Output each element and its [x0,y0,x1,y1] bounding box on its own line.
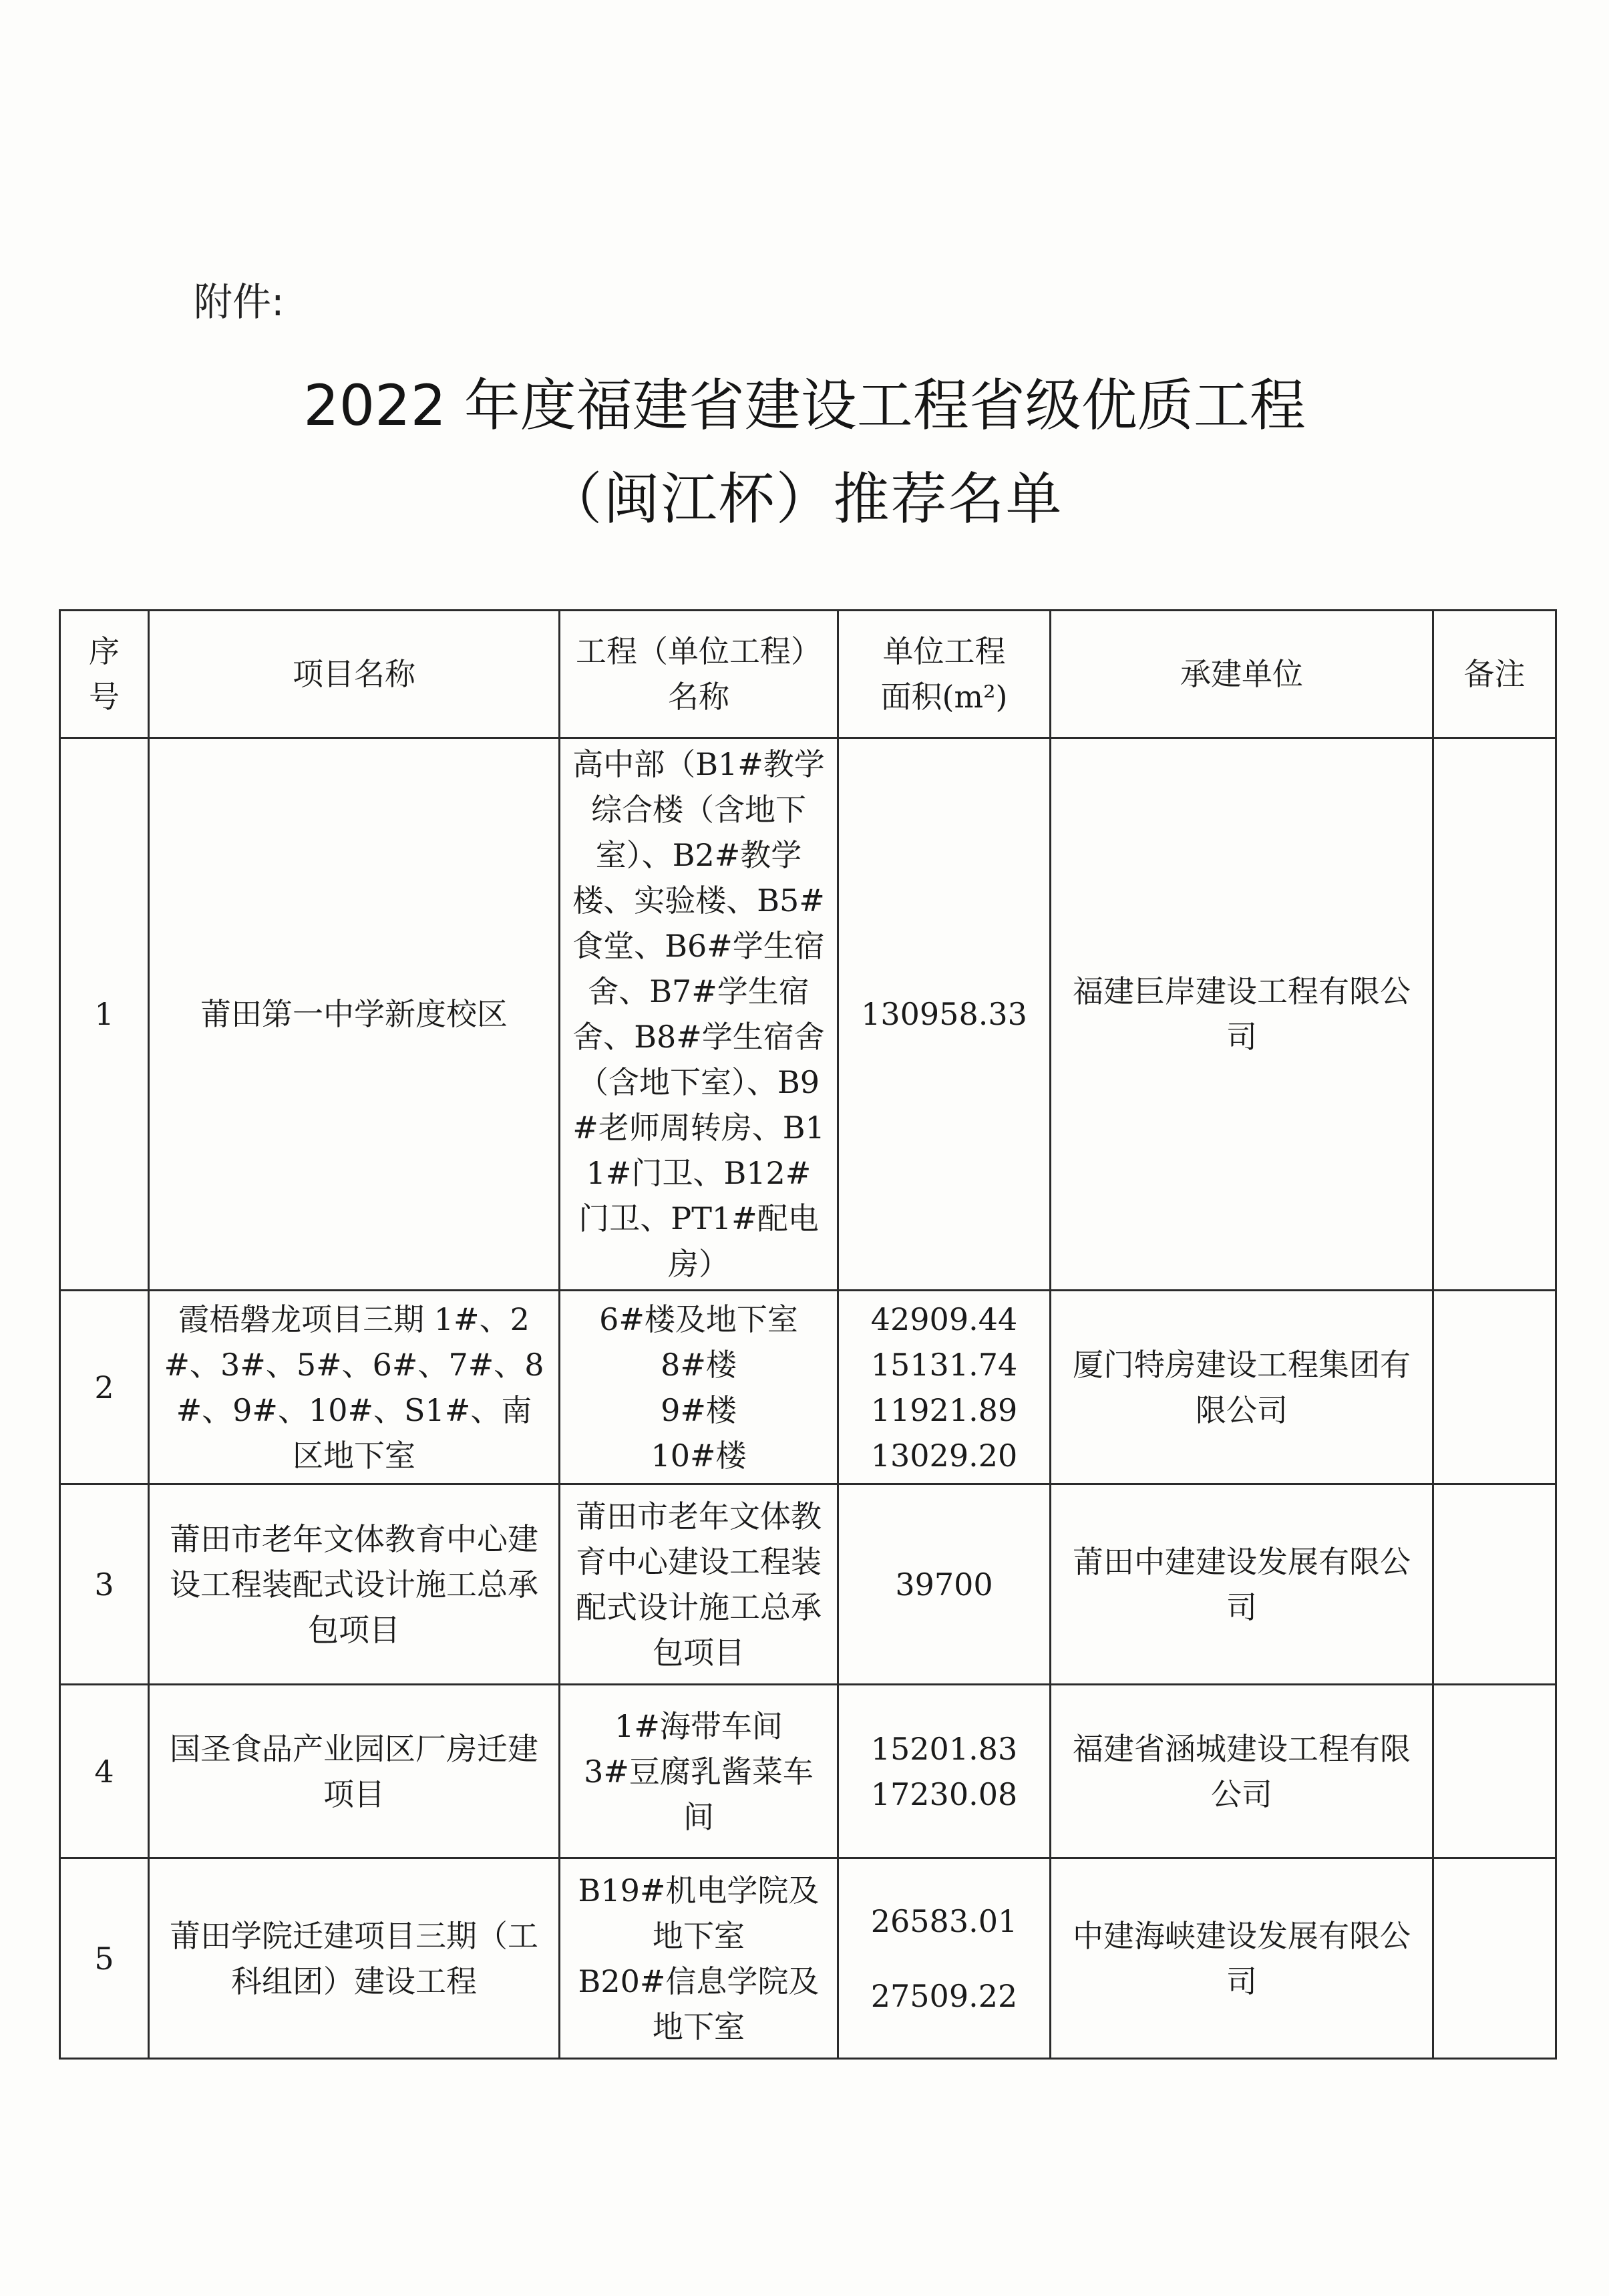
header-subproject [560,611,838,738]
cell-note [1433,1858,1556,2059]
area-line: 11921.89 [870,1391,1018,1428]
header-subproject-line: 工程（单位工程） [576,633,822,669]
cell-seq: 1 [60,738,149,1291]
area-line: 26583.01 [870,1903,1018,1939]
cell-project: 莆田市老年文体教育中心建设工程装配式设计施工总承包项目 [149,1484,560,1685]
table-row [60,1484,1556,1685]
header-area-line: 面积(m²) [880,679,1008,715]
header-note: 备注 [1433,611,1556,738]
area-line: 15201.83 [870,1730,1018,1767]
subproject-line: 9#楼 [661,1391,737,1428]
subproject-line: B20#信息学院及地下室 [578,1963,820,2045]
cell-subproject [560,1858,838,2059]
header-area-line: 单位工程 [882,633,1006,669]
area-line: 13029.20 [870,1437,1018,1474]
subproject-line: 8#楼 [661,1346,737,1383]
subproject-line: 6#楼及地下室 [599,1301,798,1337]
document-title-line-2: （闽江杯）推荐名单 [546,466,1063,532]
area-line: 27509.22 [870,1977,1018,2014]
cell-note [1433,738,1556,1291]
header-subproject-line: 名称 [668,679,729,715]
header-seq-line: 序 [89,633,120,669]
cell-contractor: 厦门特房建设工程集团有限公司 [1051,1291,1433,1484]
header-contractor: 承建单位 [1051,611,1433,738]
cell-note [1433,1484,1556,1685]
cell-seq: 3 [60,1484,149,1685]
cell-contractor: 中建海峡建设发展有限公司 [1051,1858,1433,2059]
cell-subproject [560,1685,838,1858]
cell-note [1433,1291,1556,1484]
table-row [60,738,1556,1291]
subproject-line: 3#豆腐乳酱菜车间 [584,1753,814,1835]
subproject-line: 1#海带车间 [614,1707,783,1744]
cell-subproject: 莆田市老年文体教育中心建设工程装配式设计施工总承包项目 [560,1484,838,1685]
cell-area [838,1291,1051,1484]
cell-project: 莆田第一中学新度校区 [149,738,560,1291]
cell-subproject: 高中部（B1#教学综合楼（含地下室）、B2#教学楼、实验楼、B5#食堂、B6#学生宿舍、B7#学生宿舍、B8#学生宿舍（含地下室）、B9#老师周转房、B11#门卫、B12#门卫、PT1#配电房） [560,738,838,1291]
cell-area [838,1685,1051,1858]
area-line: 42909.44 [870,1301,1018,1337]
cell-contractor: 莆田中建建设发展有限公司 [1051,1484,1433,1685]
document-title-line-1: 2022 年度福建省建设工程省级优质工程 [303,373,1306,438]
recommendation-table [59,609,1557,2060]
header-seq [60,611,149,738]
cell-note [1433,1685,1556,1858]
table-row [60,1858,1556,2059]
cell-area [838,1858,1051,2059]
cell-project: 国圣食品产业园区厂房迁建项目 [149,1685,560,1858]
cell-project: 莆田学院迁建项目三期（工科组团）建设工程 [149,1858,560,2059]
cell-project: 霞梧磐龙项目三期 1#、2#、3#、5#、6#、7#、8#、9#、10#、S1#、南区地下室 [149,1291,560,1484]
cell-seq: 4 [60,1685,149,1858]
area-line: 17230.08 [870,1776,1018,1812]
cell-contractor: 福建巨岸建设工程有限公司 [1051,738,1433,1291]
cell-area: 39700 [838,1484,1051,1685]
cell-seq: 2 [60,1291,149,1484]
header-seq-line: 号 [89,679,120,715]
area-line: 15131.74 [870,1346,1018,1383]
cell-contractor: 福建省涵城建设工程有限公司 [1051,1685,1433,1858]
table-row [60,1291,1556,1484]
subproject-line: B19#机电学院及地下室 [578,1872,820,1954]
table-header-row [60,611,1556,738]
header-project: 项目名称 [149,611,560,738]
cell-area: 130958.33 [838,738,1051,1291]
cell-seq: 5 [60,1858,149,2059]
subproject-line: 10#楼 [651,1437,747,1474]
attachment-label: 附件: [194,279,285,325]
header-area [838,611,1051,738]
cell-subproject [560,1291,838,1484]
table-row [60,1685,1556,1858]
